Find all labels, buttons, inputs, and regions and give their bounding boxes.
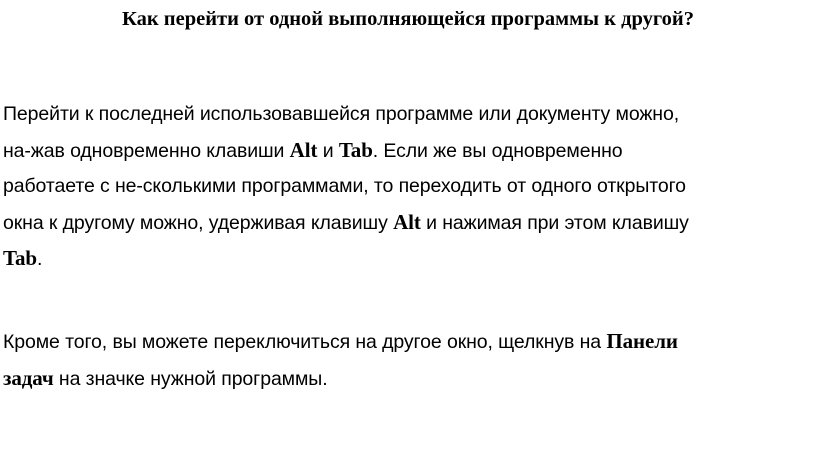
text-line <box>3 241 811 278</box>
taskbar-term: Панели <box>606 329 678 353</box>
text-fragment: на значке нужной программы. <box>53 367 328 390</box>
text-line <box>3 324 811 361</box>
alt-key-label: Alt <box>393 209 421 234</box>
taskbar-term: задач <box>3 365 54 390</box>
text-fragment: . Если же вы одновременно <box>372 139 623 162</box>
text-fragment: и нажимая при этом клавишу <box>420 211 689 234</box>
text-line <box>3 133 811 170</box>
alt-key-label: Alt <box>289 137 318 162</box>
text-fragment: . <box>36 248 43 270</box>
page-title: Как перейти от одной выполняющейся программы к другой? <box>122 8 694 30</box>
alt-tab-paragraph <box>3 97 811 278</box>
text-fragment: на-жав одновременно клавиши <box>3 139 290 162</box>
text-line <box>3 205 811 242</box>
text-line: Перейти к последней использовавшейся программе или документу можно, <box>3 103 680 125</box>
taskbar-paragraph <box>3 324 811 397</box>
text-fragment: и <box>317 139 339 162</box>
text-line: работаете с не-сколькими программами, то переходить от одного открытого <box>3 175 686 197</box>
text-fragment: окна к другому можно, удерживая клавишу <box>3 211 394 234</box>
tab-key-label: Tab <box>3 246 37 270</box>
text-line <box>3 361 811 398</box>
text-fragment: Кроме того, вы можете переключиться на другое окно, щелкнув на <box>3 331 607 353</box>
tab-key-label: Tab <box>338 137 373 162</box>
